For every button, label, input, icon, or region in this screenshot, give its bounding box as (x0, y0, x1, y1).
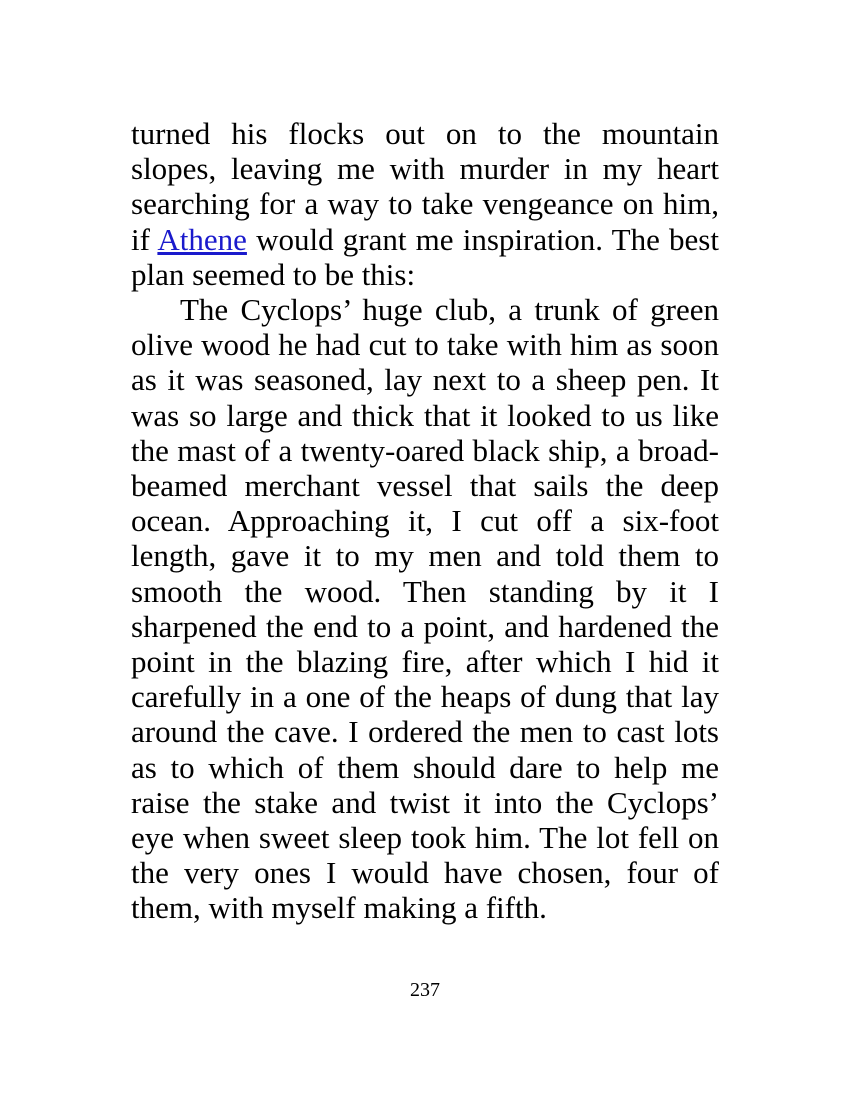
athene-link[interactable]: Athene (157, 221, 247, 257)
page-number: 237 (410, 979, 440, 1001)
paragraph-text-before-link: turned his flocks out on to the mountain slopes, leaving me with murder in my heart searching for a way to take vengeance on him, if (131, 116, 719, 257)
paragraph-text-after-link: would grant me inspiration. The best plan seemed to be this: (131, 221, 719, 292)
page-body (131, 116, 719, 926)
paragraph-continued (131, 116, 719, 292)
paragraph-cyclops-club: The Cyclops’ huge club, a trunk of green olive wood he had cut to take with him as soon as it was seasoned, lay next to a sheep pen. It was so large and thick that it looked to us like the mast of a twenty-oared black ship, a broad-beamed merchant vessel that sails the deep ocean. Approaching it, I cut off a six-foot length, gave it to my men and told them to smooth the wood. Then standing by it I sharpened the end to a point, and hardened the point in the blazing fire, after which I hid it carefully in a one of the heaps of dung that lay around the cave. I ordered the men to cast lots as to which of them should dare to help me raise the stake and twist it into the Cyclops’ eye when sweet sleep took him. The lot fell on the very ones I would have chosen, four of them, with myself making a fifth. (131, 292, 719, 926)
